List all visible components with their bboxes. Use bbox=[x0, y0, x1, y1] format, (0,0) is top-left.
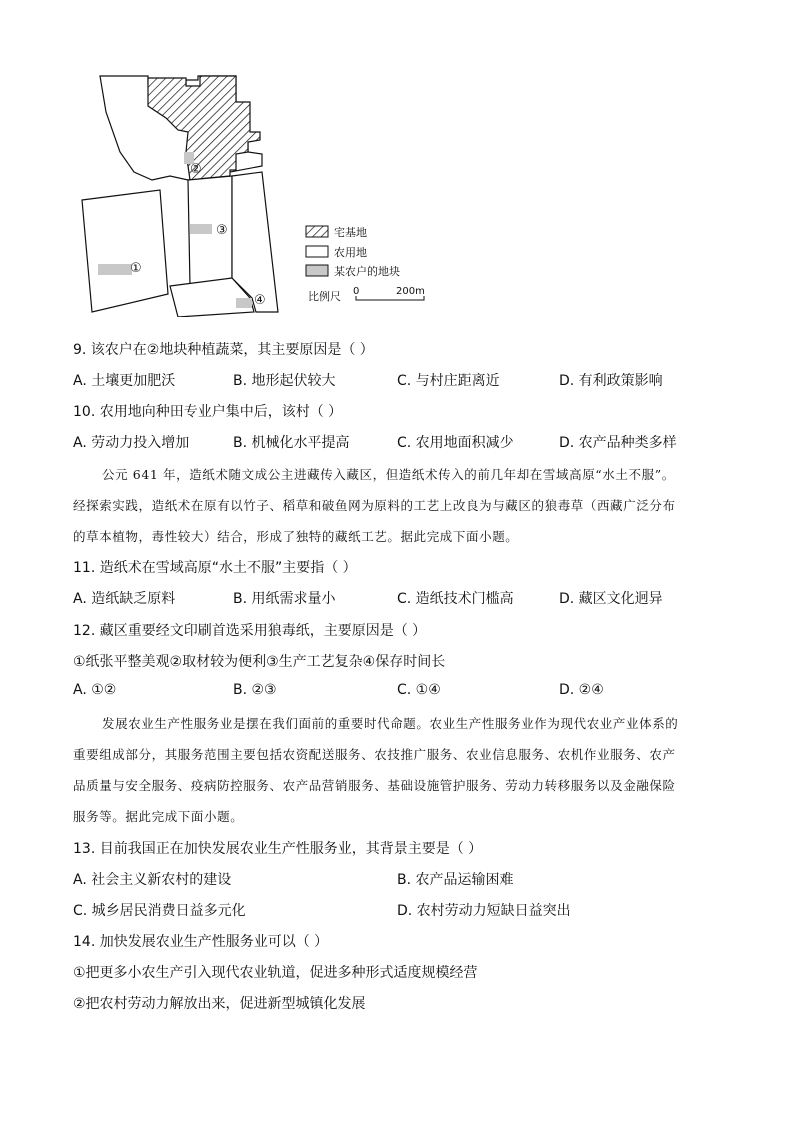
passage1-line1: 公元 641 年，造纸术随文成公主进藏传入藏区，但造纸术传入的前几年却在雪域高原“水土不服”。 bbox=[102, 467, 675, 482]
q9-option-c: C. 与村庄距离近 bbox=[397, 373, 500, 389]
farmer-plot-3 bbox=[190, 224, 212, 234]
scale-label: 比例尺 bbox=[308, 290, 341, 303]
q11-option-c: C. 造纸技术门槛高 bbox=[397, 591, 514, 607]
q13-option-b: B. 农产品运输困难 bbox=[397, 872, 514, 888]
q13-option-a: A. 社会主义新农村的建设 bbox=[73, 872, 232, 888]
q11-option-a: A. 造纸缺乏原料 bbox=[73, 591, 176, 607]
q13-option-d: D. 农村劳动力短缺日益突出 bbox=[397, 903, 571, 919]
plot-label-4: ④ bbox=[254, 293, 266, 308]
q12-option-a: A. ①② bbox=[73, 682, 117, 698]
plot-label-1: ① bbox=[130, 261, 142, 276]
q13-option-c: C. 城乡居民消费日益多元化 bbox=[73, 903, 246, 919]
q12-stem: 12. 藏区重要经文印刷首选采用狼毒纸，主要原因是（ ） bbox=[73, 623, 427, 639]
legend-homestead-label: 宅基地 bbox=[334, 226, 367, 239]
q14-stem: 14. 加快发展农业生产性服务业可以（ ） bbox=[73, 934, 329, 950]
passage2-line4: 服务等。据此完成下面小题。 bbox=[73, 809, 244, 824]
q9-option-d: D. 有利政策影响 bbox=[559, 373, 663, 389]
passage1-line2: 经探索实践，造纸术在原有以竹子、稻草和破鱼网为原料的工艺上改良为与藏区的狼毒草（西藏广泛分布 bbox=[73, 498, 676, 513]
legend-farmland-swatch bbox=[306, 246, 328, 257]
scale-zero: 0 bbox=[353, 286, 360, 297]
legend-homestead-swatch bbox=[306, 226, 328, 237]
q10-option-c: C. 农用地面积减少 bbox=[397, 435, 514, 451]
q10-stem: 10. 农用地向种田专业户集中后，该村（ ） bbox=[73, 404, 343, 420]
q14-option-1: ①把更多小农生产引入现代农业轨道，促进多种形式适度规模经营 bbox=[73, 965, 478, 981]
q11-stem: 11. 造纸术在雪域高原“水土不服”主要指（ ） bbox=[73, 560, 357, 576]
legend-farmland-label: 农用地 bbox=[334, 246, 367, 259]
land-use-map bbox=[78, 72, 438, 317]
q14-option-2: ②把农村劳动力解放出来，促进新型城镇化发展 bbox=[73, 996, 366, 1012]
q10-option-b: B. 机械化水平提高 bbox=[233, 435, 350, 451]
legend-plot-swatch bbox=[306, 265, 328, 276]
q12-option-b: B. ②③ bbox=[233, 682, 277, 698]
farmer-plot-1 bbox=[98, 264, 132, 275]
q11-option-b: B. 用纸需求量小 bbox=[233, 591, 336, 607]
passage2-line3: 品质量与安全服务、疫病防控服务、农产品营销服务、基础设施管护服务、劳动力转移服务以及金融保险 bbox=[73, 778, 676, 793]
legend-plot-label: 某农户的地块 bbox=[334, 265, 400, 278]
plot-label-3: ③ bbox=[216, 223, 228, 238]
q10-option-a: A. 劳动力投入增加 bbox=[73, 435, 190, 451]
plot-label-2: ② bbox=[190, 162, 202, 177]
plot-1 bbox=[82, 190, 168, 312]
q12-option-d: D. ②④ bbox=[559, 682, 604, 698]
scale-max: 200m bbox=[396, 286, 425, 297]
q12-options-line: ①纸张平整美观②取材较为便利③生产工艺复杂④保存时间长 bbox=[73, 654, 446, 670]
q13-stem: 13. 目前我国正在加快发展农业生产性服务业，其背景主要是（ ） bbox=[73, 841, 483, 857]
passage2-line2: 重要组成部分，其服务范围主要包括农资配送服务、农技推广服务、农业信息服务、农机作业服务、农产 bbox=[73, 747, 676, 762]
q9-stem: 9. 该农户在②地块种植蔬菜，其主要原因是（ ） bbox=[73, 342, 374, 358]
passage1-line3: 的草本植物，毒性较大）结合，形成了独特的藏纸工艺。据此完成下面小题。 bbox=[73, 529, 519, 544]
q12-option-c: C. ①④ bbox=[397, 682, 441, 698]
farmer-plot-4 bbox=[236, 298, 252, 308]
q11-option-d: D. 藏区文化迥异 bbox=[559, 591, 663, 607]
passage2-line1: 发展农业生产性服务业是摆在我们面前的重要时代命题。农业生产性服务业作为现代农业产业体系的 bbox=[102, 716, 679, 731]
q10-option-d: D. 农产品种类多样 bbox=[559, 435, 677, 451]
q9-option-a: A. 土壤更加肥沃 bbox=[73, 373, 176, 389]
q9-option-b: B. 地形起伏较大 bbox=[233, 373, 336, 389]
